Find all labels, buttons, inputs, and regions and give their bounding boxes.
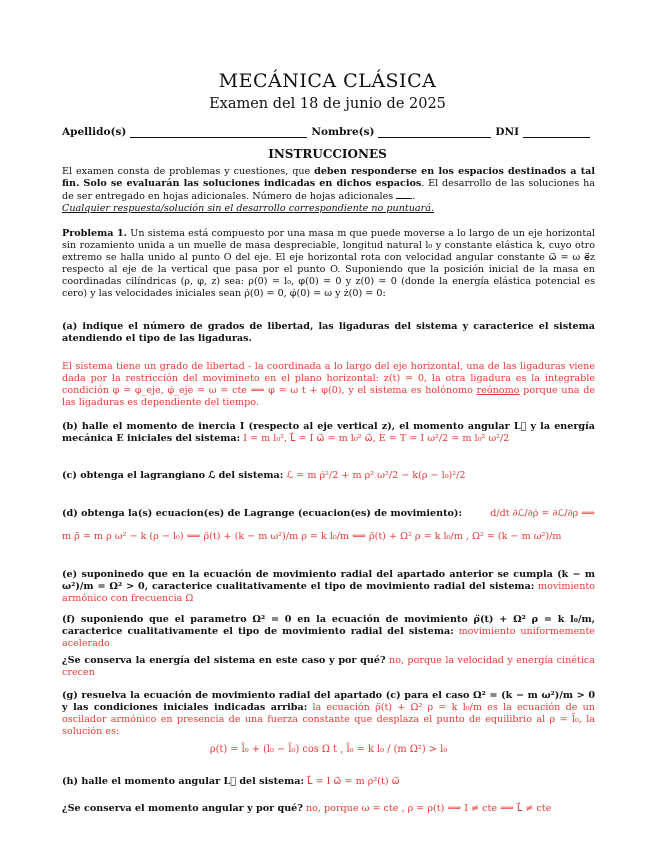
question-angular-text: ¿Se conserva el momento angular y por qué? [62, 803, 303, 814]
answer-d-part1: d/dt ∂ℒ/∂ρ̇ = ∂ℒ/∂ρ ⟹ [490, 508, 595, 519]
answer-b: I = m l₀², L⃗ = I ω⃗ = m l₀² ω⃗, E = T = I ω²/2 = m l₀² ω²/2 [243, 433, 510, 445]
problem-label: Problema 1. [62, 228, 128, 239]
answer-d [62, 531, 595, 543]
identification-line [62, 126, 594, 138]
question-a-text: (a) indique el número de grados de libertad, las ligaduras del sistema y caracterice el sistema atendiendo el tipo de las ligaduras. [62, 321, 595, 345]
answer-angular: no, porque ω = cte , ρ = ρ(t) ⟹ I ≠ cte ⟹ L⃗ ≠ cte [305, 803, 552, 814]
instructions-heading: INSTRUCCIONES [268, 147, 387, 161]
question-f [62, 614, 595, 650]
question-b-text: (b) halle el momento de inercia I (respecto al eje vertical z), el momento angular L⃗ y la energía mecánica E iniciales del sistema: [62, 421, 595, 445]
name-label: Nombre(s) [311, 126, 375, 138]
dni-field[interactable] [523, 128, 590, 138]
question-g [62, 690, 595, 738]
answer-g-equation: ρ(t) = l̃₀ + (l₀ − l̃₀) cos Ω t , l̃₀ = k l₀ / (m Ω²) > l₀ [209, 744, 448, 755]
answer-a-underlined: reónomo [476, 385, 520, 397]
answer-a [62, 361, 595, 409]
instructions-p1-c: . El desarrollo de las soluciones ha de ser entregado en hojas adicionales. Número de hojas adicionales [62, 178, 595, 203]
question-angular [62, 803, 595, 815]
answer-c: ℒ = m ρ̇²/2 + m ρ² ω²/2 − k(ρ − l₀)²/2 [286, 470, 466, 481]
answer-d-part2: m ρ̈ = m ρ ω² − k (ρ − l₀) ⟺ ρ̈(t) + (k − m ω²)/m ρ = k l₀/m ⟺ ρ̈(t) + Ω² ρ = k l₀/m , Ω² = (k − m ω²)/m [62, 531, 562, 542]
instructions-p2: Cualquier respuesta/solución sin el desarrollo correspondiente no puntuará. [62, 203, 434, 215]
problem-statement [62, 228, 595, 301]
answer-energy: no, porque la velocidad y energía cinética crecen [62, 655, 595, 679]
question-f-text: (f) suponiendo que el parametro Ω² = 0 en la ecuación de movimiento ρ̈(t) + Ω² ρ = k l₀/m, caracterice cualitativamente el tipo de movimiento radial del sistema: [62, 614, 595, 638]
question-g-text: (g) resuelva la ecuación de movimiento radial del apartado (c) para el caso Ω² = (k − m ω²)/m > 0 y las condiciones iniciales indicadas arriba: [62, 690, 595, 714]
question-b [62, 421, 595, 445]
answer-g: la ecuación ρ̈(t) + Ω² ρ = k l₀/m es la ecuación de un oscilador armónico en presencia de una fuerza constante que desplaza el punto de equilibrio al ρ = l̃₀, la solución es: [62, 702, 595, 738]
question-h [62, 776, 595, 788]
instructions-text: El examen consta de problemas y cuestiones, que deben responderse en los espacios destinados a tal fin. Solo se evaluarán las soluciones indicadas en dichos espacios. El desarrollo de las soluciones ha de ser entregado en hojas adicionales. Número de hojas adicionales . Cualquier respuesta/solución sin el desarrollo correspondiente no puntuará. [62, 166, 595, 215]
question-a [62, 321, 595, 345]
surname-label: Apellido(s) [62, 126, 127, 138]
answer-e: movimiento armónico con frecuencia Ω [62, 581, 595, 605]
surname-field[interactable] [130, 128, 307, 138]
question-d [62, 508, 595, 520]
answer-h: L⃗ = I ω⃗ = m ρ²(t) ω⃗ [307, 776, 400, 787]
instructions-p1-a: El examen consta de problemas y cuestiones, que [62, 166, 315, 177]
answer-f: movimiento uniformemente acelerado [62, 626, 595, 650]
answer-a-part1: El sistema tiene un grado de libertad - la coordinada a lo largo del eje horizontal, una de las ligaduras viene dada por la restricción del movimineto en el plano horizontal: z(t) = 0, la otra ligadura es la integrable condición φ = φ_eje, φ̇_eje = ω = cte ⟹ φ = ω t + φ(0), y el sistema es holónomo [62, 361, 595, 397]
instructions-p1-bold: deben responderse en los espacios destinados a tal fin. Solo se evaluarán las soluciones indicadas en dichos espacios [62, 166, 595, 190]
question-h-text: (h) halle el momento angular L⃗ del sistema: [62, 776, 305, 787]
answer-a-part2: porque una de las ligaduras es dependiente del tiempo. [62, 385, 596, 409]
question-e [62, 569, 595, 605]
question-energy [62, 655, 595, 679]
question-c-text: (c) obtenga el lagrangiano ℒ del sistema: [62, 470, 284, 481]
exam-title: MECÁNICA CLÁSICA [218, 70, 437, 92]
exam-subtitle: Examen del 18 de junio de 2025 [209, 96, 446, 112]
problem-text: Un sistema está compuesto por una masa m que puede moverse a lo largo de un eje horizontal sin rozamiento unida a un muelle de masa despreciable, longitud natural l₀ y constante elástica k, cuyo otro extremo se halla unido al punto O del eje. El eje horizontal rota con velocidad angular constante ω⃗ = ω e⃗z respecto al eje de la vertical que pasa por el punto O. Suponiendo que la posición inicial de la masa en coordinadas cilíndricas (ρ, φ, z) sea: ρ(0) = l₀, φ(0) = 0 y z(0) = 0 (donde la energía elástica potencial es cero) y las velocidades iniciales sean ρ̇(0) = 0, φ̇(0) = ω y ż(0) = 0: [62, 228, 595, 300]
name-field[interactable] [378, 128, 491, 138]
question-c [62, 470, 595, 482]
dni-label: DNI [495, 126, 520, 138]
question-d-text: (d) obtenga la(s) ecuacion(es) de Lagrange (ecuacion(es) de movimiento): [62, 508, 462, 519]
question-energy-text: ¿Se conserva la energía del sistema en este caso y por qué? [62, 655, 386, 666]
extra-sheets-field[interactable] [396, 190, 412, 199]
question-e-text: (e) suponinedo que en la ecuación de movimiento radial del apartado anterior se cumpla (k − m ω²)/m = Ω² > 0, caracterice cualitativamente el tipo de movimiento radial del sistema: [62, 569, 595, 593]
